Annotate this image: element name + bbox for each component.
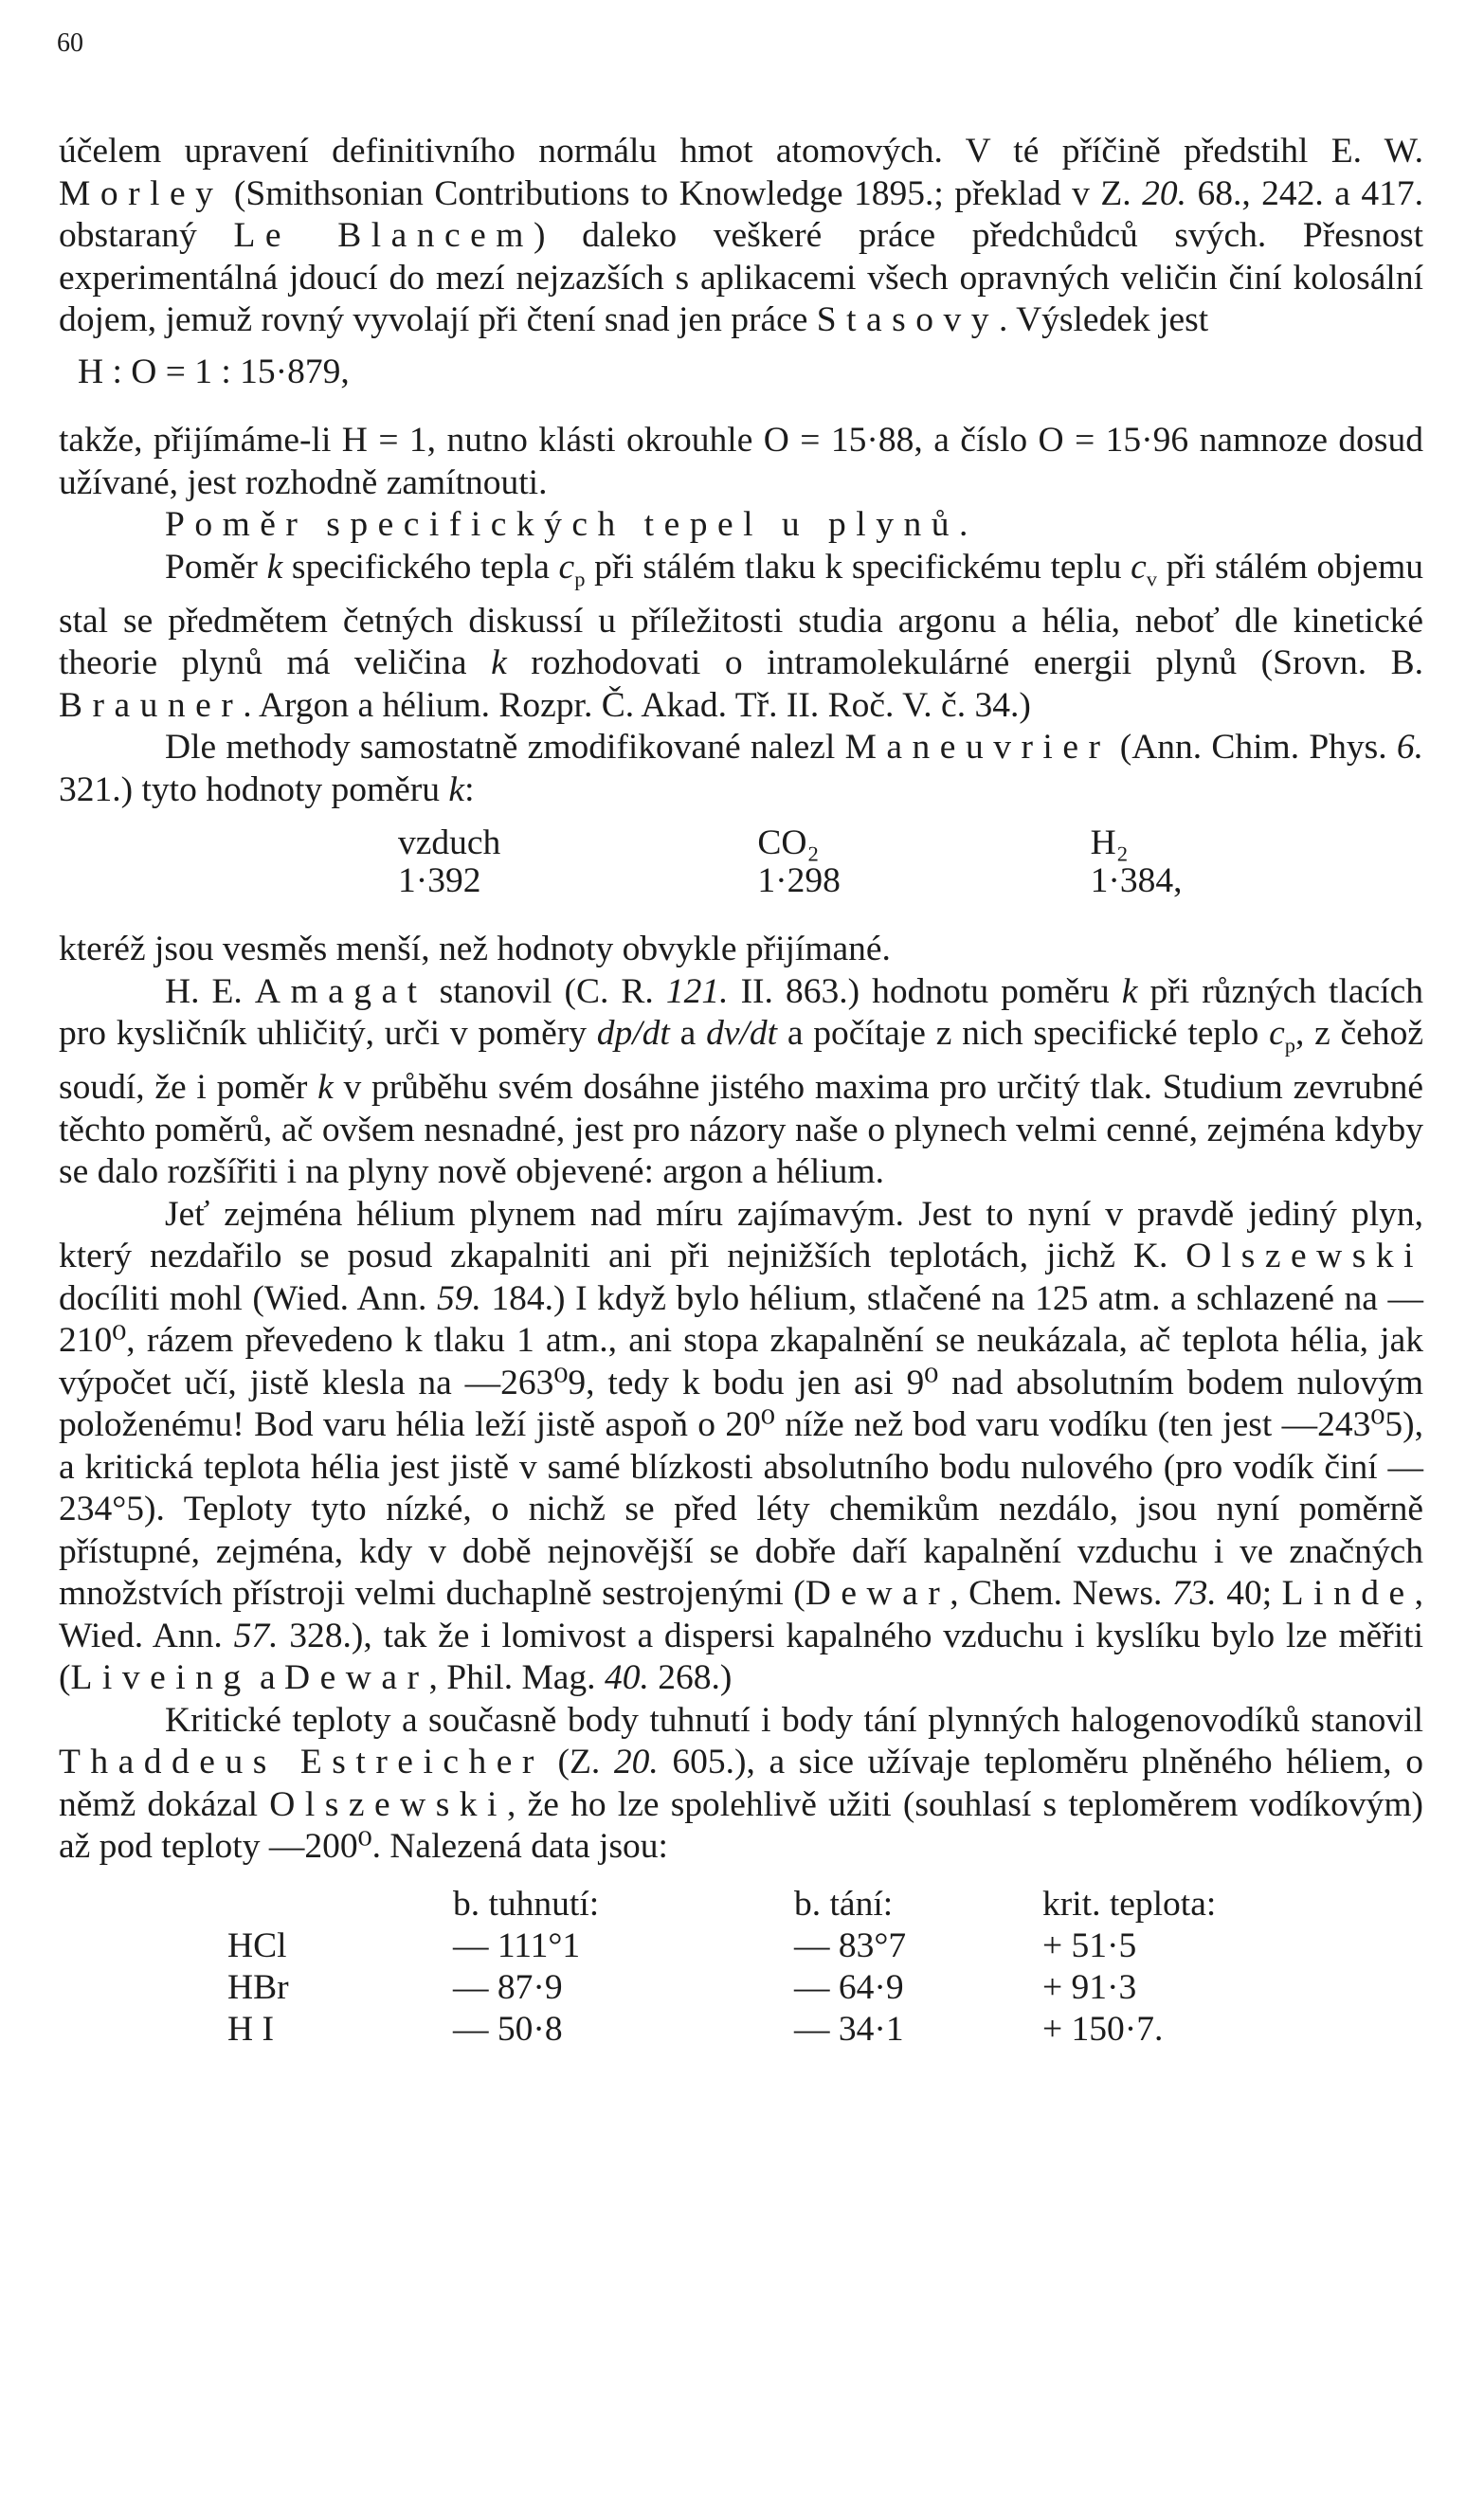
table-header-row xyxy=(398,824,1423,862)
table-cell: + 150·7. xyxy=(1042,2009,1164,2049)
author-name: Brauner xyxy=(59,685,244,725)
table-row xyxy=(227,2009,1289,2051)
table-cell: 1·384, xyxy=(1090,861,1183,900)
author-name: Morley xyxy=(59,173,224,213)
author-name: Le Blancem xyxy=(233,216,534,255)
paragraph-smaller-values: kteréž jsou vesměs menší, než hodnoty obvykle přijímané. xyxy=(59,930,891,968)
author-name: Olszewski xyxy=(269,1784,507,1824)
author-name: Dewar xyxy=(284,1658,429,1697)
table-row xyxy=(398,862,1423,900)
paragraph-maneuvrier: Dle methody samostatně zmodifikované nalezl Maneuvrier (Ann. Chim. Phys. 6. 321.) tyto hodnoty poměru k: xyxy=(59,728,1423,809)
table-header xyxy=(227,1884,453,1925)
author-name: Thaddeus Estreicher xyxy=(59,1743,544,1781)
ratio-formula: H : O = 1 : 15·879, xyxy=(78,352,350,391)
table-cell: + 91·3 xyxy=(1042,1967,1137,2007)
table-header: krit. teplota: xyxy=(1042,1884,1217,1924)
table-header-row xyxy=(227,1884,1289,1925)
table-row xyxy=(227,1967,1289,2009)
table-cell: — 87·9 xyxy=(453,1967,563,2007)
table-header: H₂ xyxy=(1090,823,1129,862)
author-name: Maneuvrier xyxy=(844,728,1111,767)
page-body xyxy=(59,131,1423,2051)
table-cell: — 34·1 xyxy=(794,2009,904,2049)
author-name: Olszewski xyxy=(1185,1237,1423,1275)
table-cell: HCl xyxy=(227,1925,287,1965)
table-cell: 1·298 xyxy=(757,861,841,900)
table-row xyxy=(227,1925,1289,1967)
paragraph-amagat: H. E. Amagat stanovil (C. R. 121. II. 863.) hodnotu poměru k při různých tlacích pro kysličník uhličitý, urči v poměry dp/dt a dv/dt a počítaje z nich specifické teplo $c_p$, z čehož soudí, že i poměr k v průběhu svém dosáhne jistého maxima pro určitý tlak. Studium zevrubné těchto poměrů, ač ovšem nesnadné, jest pro názory naše o plynech velmi cenné, zejména kdyby se dalo rozšířiti i na plyny nově objevené: argon a hélium. xyxy=(59,971,1423,1191)
author-name: Dewar xyxy=(805,1574,950,1613)
table-header: b. tuhnutí: xyxy=(453,1884,600,1924)
author-name: Linde xyxy=(1281,1574,1415,1613)
table-cell: — 111°1 xyxy=(453,1925,581,1965)
paragraph-specific-heat: Poměr k specifického tepla $c_p$ při stálém tlaku k specifickému teplu $c_v$ při stálém objemu stal se předmětem četných diskussí u příležitosti studia argonu a hélia, neboť dle kinetické theorie plynů má veličina k rozhodovati o intramolekulárné energii plynů (Srovn. B. Brauner. Argon a hélium. Rozpr. Č. Akad. Tř. II. Roč. V. č. 34.) xyxy=(59,547,1423,725)
paragraph-helium: Jeť zejména hélium plynem nad míru zajímavým. Jest to nyní v pravdě jediný plyn, který nezdařilo se posud zkapalniti ani při nejnižších teplotách, jichž K. Olszewski docíliti mohl (Wied. Ann. 59. 184.) I když bylo hélium, stlačené na 125 atm. a schlazené na —210⁰, rázem převedeno k tlaku 1 atm., ani stopa zkapalnění se neukázala, ač teplota hélia, jak výpočet učí, jistě klesla na —263⁰9, tedy k bodu jen asi 9⁰ nad absolutním bodem nulovým položenému! Bod varu hélia leží jistě aspoň o 20⁰ níže než bod varu vodíku (ten jest —243⁰5), a kritická teplota hélia jest jistě v samé blízkosti absolutního bodu nulového (pro vodík činí —234°5). Teploty tyto nízké, o nichž se před léty chemikům nezdálo, jsou nyní poměrně přístupné, zejména, kdy v době nejnovější se dobře daří kapalnění vzduchu i ve značných množstvích přístroji velmi duchaplně sestrojenými (Dewar, Chem. News. 73. 40; Linde, Wied. Ann. 57. 328.), tak že i lomivost a dispersi kapalného vzduchu i kyslíku bylo lze měřiti (Liveing a Dewar, Phil. Mag. 40. 268.) xyxy=(59,1194,1424,1697)
table-cell: — 50·8 xyxy=(453,2009,563,2049)
table-cell: HBr xyxy=(227,1967,289,2007)
paragraph-atomic-weights: účelem upravení definitivního normálu hmot atomových. V té příčině předstihl E. W. Morley (Smithsonian Contributions to Knowledge 1895.; překlad v Z. 20. 68., 242. a 417. obstaraný Le Blancem) daleko veškeré práce předchůdců svých. Přesnost experimentálná jdoucí do mezí nejzazších s aplikacemi všech opravných veličin činí kolosální dojem, jemuž rovný vyvolají při čtení snad jen práce Stasovy. Výsledek jest xyxy=(59,132,1423,339)
paragraph-halogen-hydrides: Kritické teploty a současně body tuhnutí i body tání plynných halogenovodíků stanovil Thaddeus Estreicher (Z. 20. 605.), a sice užívaje teploměru plněného héliem, o němž dokázal Olszewski, že ho lze spolehlivě užiti (souhlasí s teploměrem vodíkovým) až pod teploty —200⁰. Nalezená data jsou: xyxy=(59,1700,1423,1866)
table-header: b. tání: xyxy=(794,1884,894,1924)
table-cell: + 51·5 xyxy=(1042,1925,1137,1965)
page-number: 60 xyxy=(57,28,83,58)
author-name: Stasovy xyxy=(816,300,1000,339)
author-name: Amagat xyxy=(254,971,427,1011)
table-header: CO₂ xyxy=(757,823,820,862)
author-name: Liveing xyxy=(70,1658,251,1697)
table-cell: — 83°7 xyxy=(794,1925,907,1965)
table-cell: H I xyxy=(227,2009,274,2049)
table-cell: — 64·9 xyxy=(794,1967,904,2007)
section-heading: Poměr specifických tepel u plynů. xyxy=(165,505,978,544)
gas-ratio-table xyxy=(398,824,1423,900)
paragraph-rounding: takže, přijímáme-li H = 1, nutno klásti okrouhle O = 15·88, a číslo O = 15·96 namnoze dosud užívané, jest rozhodně zamítnouti. xyxy=(59,421,1423,502)
table-header: vzduch xyxy=(398,823,501,862)
table-cell: 1·392 xyxy=(398,861,481,900)
halogen-data-table xyxy=(227,1884,1289,2051)
